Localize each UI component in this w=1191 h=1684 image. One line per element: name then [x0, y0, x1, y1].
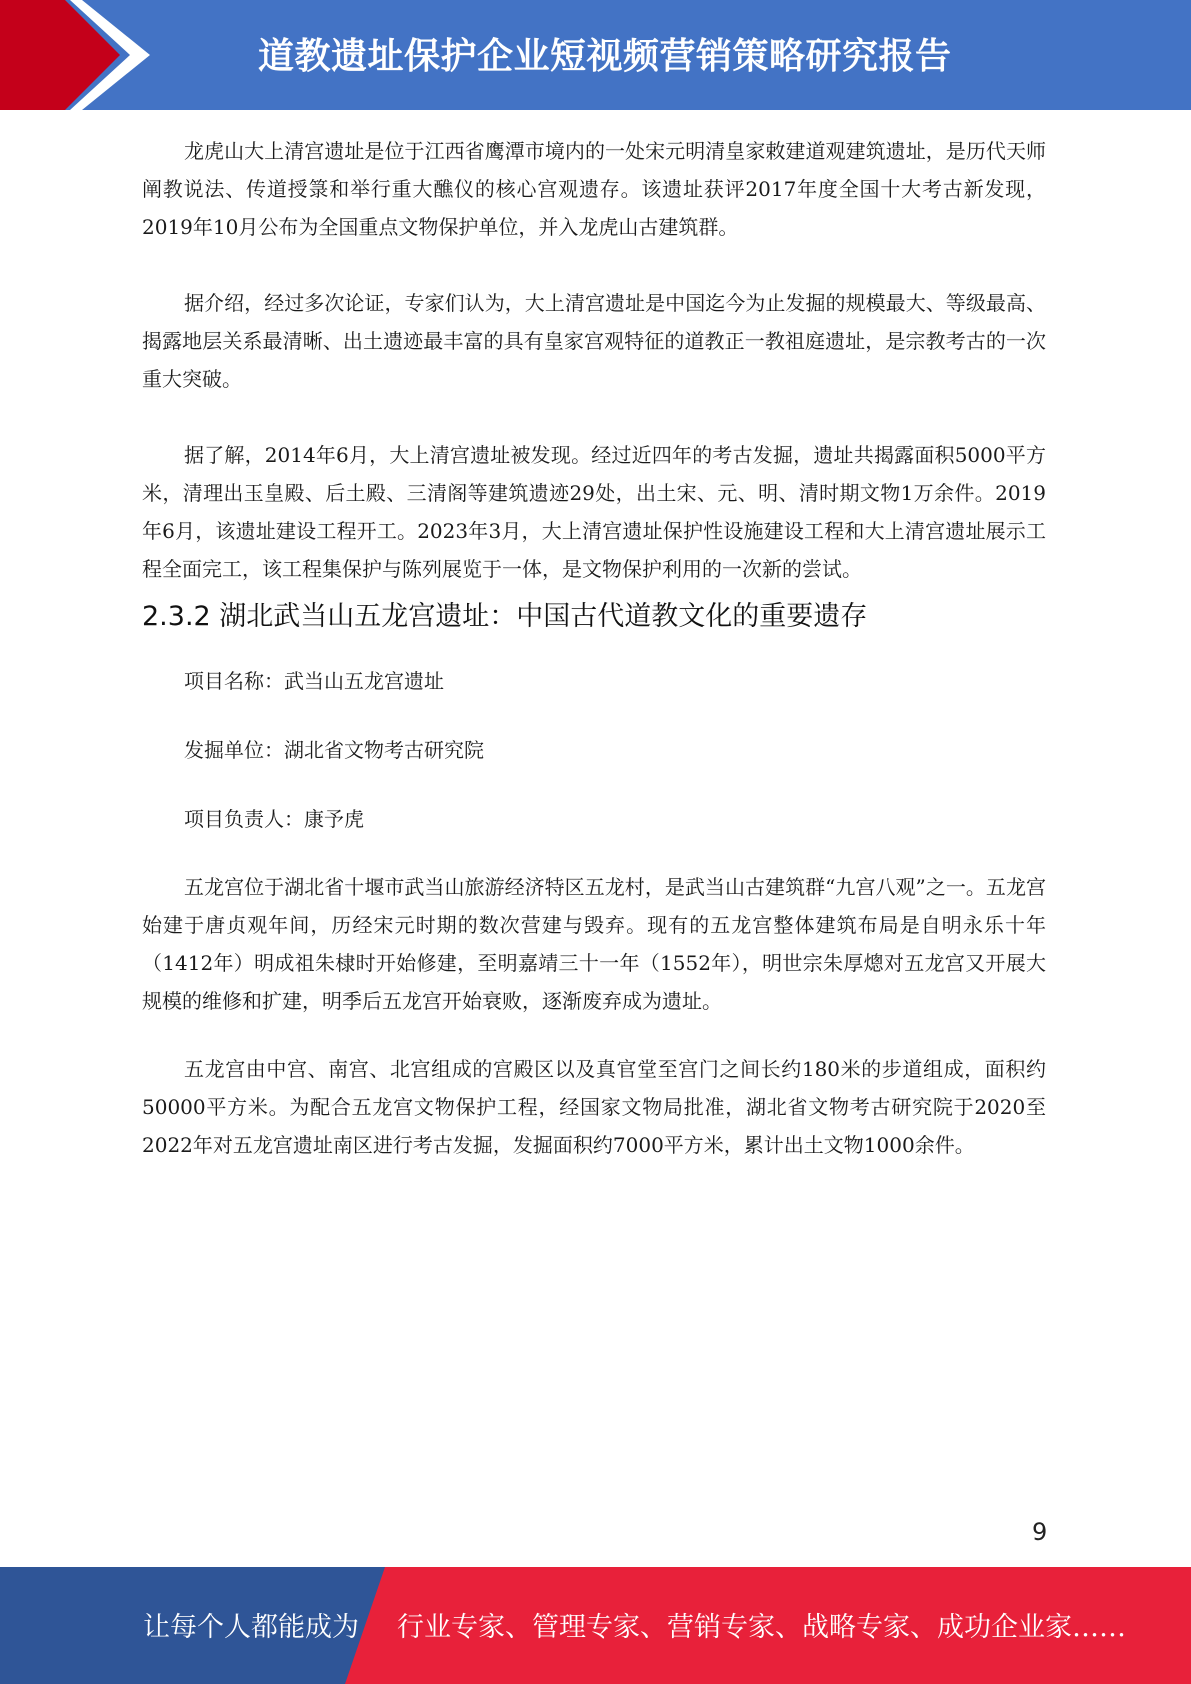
footer-slogan-left: 让每个人都能成为	[143, 1612, 359, 1643]
footer-slogan-right: 行业专家、管理专家、营销专家、战略专家、成功企业家……	[397, 1612, 1126, 1643]
page-number: 9	[1032, 1518, 1048, 1546]
paragraph-wulong-palace-excavation: 五龙宫由中宫、南宫、北宫组成的宫殿区以及真官堂至宫门之间长约180米的步道组成，面积约50000平方米。为配合五龙宫文物保护工程，经国家文物局批准，湖北省文物考古研究院于2020至2022年对五龙宫遗址南区进行考古发掘，发掘面积约7000平方米，累计出土文物1000余件。	[142, 1057, 1046, 1157]
project-name: 项目名称：武当山五龙宫遗址	[184, 669, 444, 693]
report-title: 道教遗址保护企业短视频营销策略研究报告	[258, 36, 952, 77]
excavation-unit: 发掘单位：湖北省文物考古研究院	[184, 738, 484, 762]
page-header	[0, 0, 1191, 110]
project-leader: 项目负责人：康予虎	[184, 807, 364, 831]
paragraph-excavation-history: 据了解，2014年6月，大上清宫遗址被发现。经过近四年的考古发掘，遗址共揭露面积5000平方米，清理出玉皇殿、后土殿、三清阁等建筑遗迹29处，出土宋、元、明、清时期文物1万余件。2019年6月，该遗址建设工程开工。2023年3月，大上清宫遗址保护性设施建设工程和大上清宫遗址展示工程全面完工，该工程集保护与陈列展览于一体，是文物保护利用的一次新的尝试。	[142, 443, 1046, 581]
paragraph-longhushan-intro: 龙虎山大上清宫遗址是位于江西省鹰潭市境内的一处宋元明清皇家敕建道观建筑遗址，是历代天师阐教说法、传道授箓和举行重大醮仪的核心宫观遗存。该遗址获评2017年度全国十大考古新发现，2019年10月公布为全国重点文物保护单位，并入龙虎山古建筑群。	[142, 139, 1046, 239]
page-footer	[0, 1567, 1191, 1684]
header-chevron-decoration	[0, 0, 160, 110]
section-heading: 2.3.2 湖北武当山五龙宫遗址：中国古代道教文化的重要遗存	[142, 601, 868, 632]
page-body	[142, 132, 1046, 1164]
paragraph-expert-opinion: 据介绍，经过多次论证，专家们认为，大上清宫遗址是中国迄今为止发掘的规模最大、等级最高、揭露地层关系最清晰、出土遗迹最丰富的具有皇家宫观特征的道教正一教祖庭遗址，是宗教考古的一次重大突破。	[142, 291, 1046, 391]
paragraph-wulong-palace-history: 五龙宫位于湖北省十堰市武当山旅游经济特区五龙村，是武当山古建筑群“九宫八观”之一。五龙宫始建于唐贞观年间，历经宋元时期的数次营建与毁弃。现有的五龙宫整体建筑布局是自明永乐十年（1412年）明成祖朱棣时开始修建，至明嘉靖三十一年（1552年），明世宗朱厚熜对五龙宫又开展大规模的维修和扩建，明季后五龙宫开始衰败，逐渐废弃成为遗址。	[142, 875, 1046, 1013]
